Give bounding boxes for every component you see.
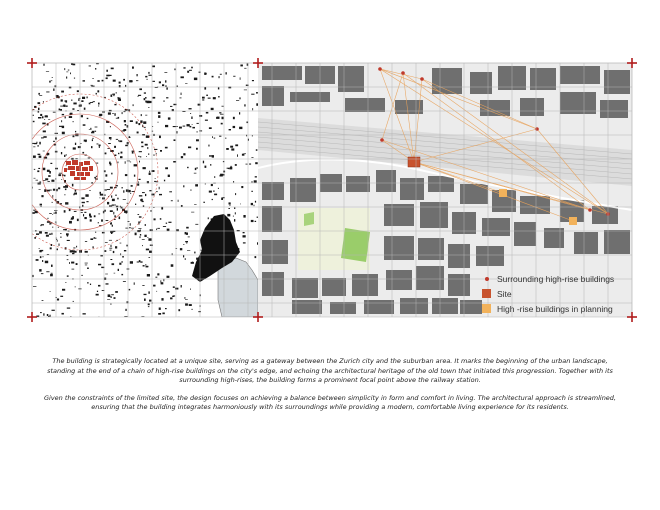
legend-item-high-rise <box>482 271 632 286</box>
legend-label: High -rise buildings in planning <box>497 303 613 314</box>
city-figure-ground-map <box>2 63 259 319</box>
legend-label: Surrounding high-rise buildings <box>497 273 615 284</box>
caption-paragraph: The building is strategically located at a unique site, serving as a gateway between the Zurich city and the suburban area. It marks the beginning of the urban landscape, standing at the end of a chain of high-rise buildings on the city's edge, and echoing the architectural heritage of the old town that initiated this progression. Together with its surrounding high-rises, the building forms a prominent focal point above the railway station. <box>47 357 613 385</box>
planning-square-icon <box>482 304 491 313</box>
sports-field <box>341 228 370 262</box>
site-square-icon <box>482 289 491 298</box>
legend-label: Site <box>497 288 512 299</box>
small-green <box>304 212 314 226</box>
red-dot-icon <box>485 277 489 281</box>
legend-item-site <box>482 286 632 301</box>
map-legend <box>482 271 632 316</box>
legend-item-planning <box>482 301 632 316</box>
site-marker <box>408 157 420 167</box>
caption-paragraph: Given the constraints of the limited site, the design focuses on achieving a balance between simplicity in form and comfort in living. The architectural approach is streamlined, ensuring that the building integrates harmoniously with its surroundings while providing a modern, comfortable living experience for its residents. <box>43 393 617 412</box>
description-caption <box>40 357 620 421</box>
